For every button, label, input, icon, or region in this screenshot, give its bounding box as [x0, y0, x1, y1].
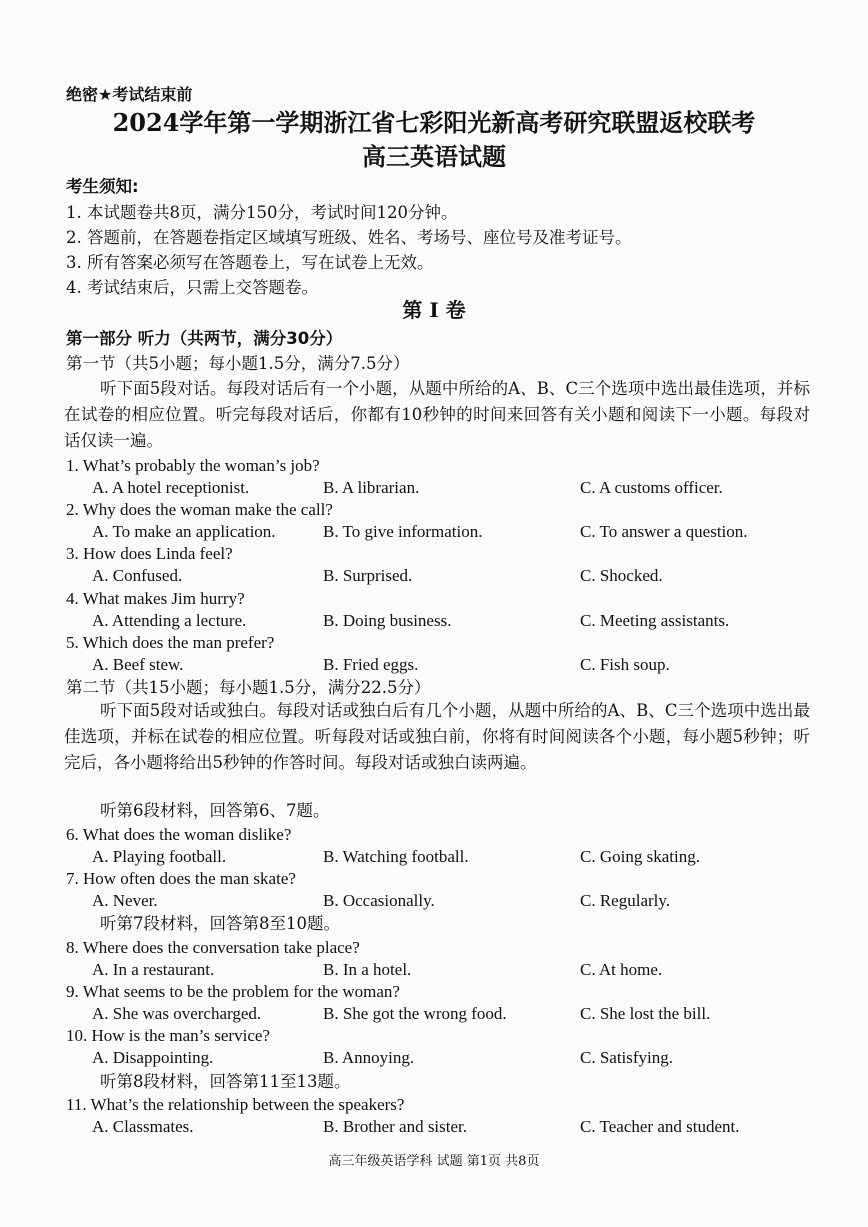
- option-b: B. Watching football.: [323, 847, 469, 866]
- option-b: B. She got the wrong food.: [323, 1004, 507, 1023]
- question-stem: 4. What makes Jim hurry?: [66, 589, 245, 608]
- option-c: C. A customs officer.: [580, 478, 723, 497]
- option-a: A. Beef stew.: [92, 655, 184, 674]
- section-instructions: 听下面5段对话。每段对话后有一个小题，从题中所给的A、B、C三个选项中选出最佳选项，并标在试卷的相应位置。听完每段对话后，你都有10秒钟的时间来回答有关小题和阅读下一小题。每段对话仅读一遍。: [64, 379, 810, 450]
- question-stem: 8. Where does the conversation take place?: [66, 938, 360, 957]
- confidential-mark: 绝密★考试结束前: [66, 85, 193, 104]
- material-instruction: 听第8段材料，回答第11至13题。: [100, 1072, 351, 1091]
- option-a: A. A hotel receptionist.: [92, 478, 250, 497]
- material-instruction: 听第6段材料，回答第6、7题。: [100, 801, 330, 820]
- notice-item: 4. 考试结束后，只需上交答题卷。: [66, 278, 318, 297]
- option-c: C. Satisfying.: [580, 1048, 674, 1067]
- question-stem: 9. What seems to be the problem for the woman?: [66, 982, 400, 1001]
- option-b: B. Brother and sister.: [323, 1117, 468, 1136]
- option-a: A. She was overcharged.: [92, 1004, 262, 1023]
- notice-item: 3. 所有答案必须写在答题卷上，写在试卷上无效。: [66, 253, 434, 272]
- notice-item: 1. 本试题卷共8页，满分150分，考试时间120分钟。: [66, 203, 458, 222]
- option-b: B. In a hotel.: [323, 960, 412, 979]
- page-footer: 高三年级英语学科 试题 第1页 共8页: [328, 1154, 540, 1169]
- question-stem: 1. What’s probably the woman’s job?: [66, 456, 320, 475]
- option-b: B. Annoying.: [323, 1048, 415, 1067]
- option-b: B. Fried eggs.: [323, 655, 419, 674]
- question-stem: 11. What’s the relationship between the speakers?: [66, 1095, 405, 1114]
- notice-heading: 考生须知:: [66, 177, 139, 196]
- option-a: A. Classmates.: [92, 1117, 194, 1136]
- option-c: C. Going skating.: [580, 847, 700, 866]
- option-a: A. Never.: [92, 891, 158, 910]
- option-c: C. Meeting assistants.: [580, 611, 730, 630]
- volume-heading: 第 I 卷: [402, 298, 466, 322]
- exam-title: 2024学年第一学期浙江省七彩阳光新高考研究联盟返校联考: [112, 108, 756, 137]
- option-a: A. Playing football.: [92, 847, 227, 866]
- section-heading: 第一节（共5小题；每小题1.5分，满分7.5分）: [66, 354, 410, 373]
- option-c: C. Shocked.: [580, 566, 663, 585]
- notice-item: 2. 答题前，在答题卷指定区域填写班级、姓名、考场号、座位号及准考证号。: [66, 228, 632, 247]
- option-a: A. Confused.: [92, 566, 183, 585]
- option-c: C. Teacher and student.: [580, 1117, 740, 1136]
- option-a: A. Attending a lecture.: [92, 611, 247, 630]
- question-stem: 5. Which does the man prefer?: [66, 633, 275, 652]
- question-stem: 7. How often does the man skate?: [66, 869, 296, 888]
- option-b: B. To give information.: [323, 522, 483, 541]
- option-a: A. To make an application.: [92, 522, 276, 541]
- material-instruction: 听第7段材料，回答第8至10题。: [100, 914, 340, 933]
- option-c: C. Regularly.: [580, 891, 671, 910]
- option-b: B. Surprised.: [323, 566, 413, 585]
- option-b: B. A librarian.: [323, 478, 420, 497]
- option-c: C. Fish soup.: [580, 655, 670, 674]
- question-stem: 3. How does Linda feel?: [66, 544, 233, 563]
- option-a: A. Disappointing.: [92, 1048, 214, 1067]
- question-stem: 2. Why does the woman make the call?: [66, 500, 333, 519]
- option-c: C. At home.: [580, 960, 663, 979]
- option-b: B. Occasionally.: [323, 891, 435, 910]
- option-b: B. Doing business.: [323, 611, 452, 630]
- part-heading: 第一部分 听力（共两节，满分30分）: [66, 329, 343, 348]
- option-c: C. To answer a question.: [580, 522, 748, 541]
- option-c: C. She lost the bill.: [580, 1004, 711, 1023]
- option-a: A. In a restaurant.: [92, 960, 215, 979]
- question-stem: 10. How is the man’s service?: [66, 1026, 270, 1045]
- section-instructions: 听下面5段对话或独白。每段对话或独白后有几个小题，从题中所给的A、B、C三个选项中选出最佳选项，并标在试卷的相应位置。听每段对话或独白前，你将有时间阅读各个小题，每小题5秒钟；听完后，各小题将给出5秒钟的作答时间。每段对话或独白读两遍。: [64, 701, 810, 772]
- section-heading: 第二节（共15小题；每小题1.5分，满分22.5分）: [66, 678, 431, 697]
- question-stem: 6. What does the woman dislike?: [66, 825, 292, 844]
- exam-subtitle: 高三英语试题: [362, 142, 506, 171]
